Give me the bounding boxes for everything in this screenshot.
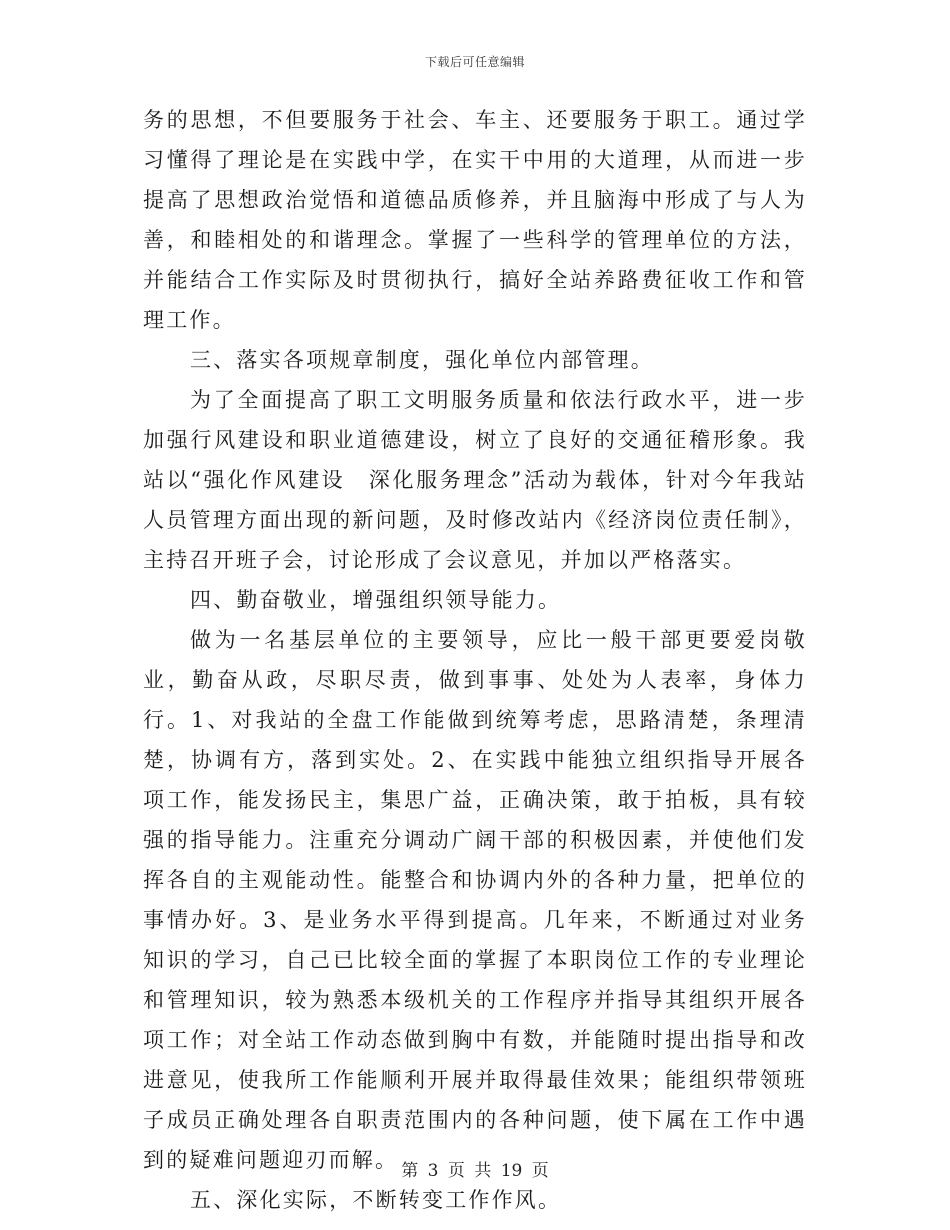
section-heading-3: 三、落实各项规章制度，强化单位内部管理。 [190, 348, 654, 372]
paragraph-continuation: 务的思想，不但要服务于社会、车主、还要服务于职工。通过学习懂得了理论是在实践中学，在实干中用的大道理，从而进一步提高了思想政治觉悟和道德品质修养，并且脑海中形成了与人为善，和睦相处的和谐理念。掌握了一些科学的管理单位的方法，并能结合工作实际及时贯彻执行，搞好全站养路费征收工作和管理工作。 [143, 108, 807, 332]
section-heading-5: 五、深化实际，不断转变工作作风。 [190, 1188, 562, 1212]
paragraph: 为了全面提高了职工文明服务质量和依法行政水平，进一步加强行风建设和职业道德建设，树立了良好的交通征稽形象。我站以“强化作风建设 深化服务理念”活动为载体，针对今年我站人员管理方面出现的新问题，及时修改站内《经济岗位责任制》，主持召开班子会，讨论形成了会议意见，并加以严格落实。 [143, 388, 807, 572]
section-heading-4: 四、勤奋敬业，增强组织领导能力。 [190, 588, 562, 612]
paragraph: 做为一名基层单位的主要领导，应比一般干部更要爱岗敬业，勤奋从政，尽职尽责，做到事事、处处为人表率，身体力行。1、对我站的全盘工作能做到统筹考虑，思路清楚，条理清楚，协调有方，落到实处。2、在实践中能独立组织指导开展各项工作，能发扬民主，集思广益，正确决策，敢于拍板，具有较强的指导能力。注重充分调动广阔干部的积极因素，并使他们发挥各自的主观能动性。能整合和协调内外的各种力量，把单位的事情办好。3、是业务水平得到提高。几年来，不断通过对业务知识的学习，自己已比较全面的掌握了本职岗位工作的专业理论和管理知识，较为熟悉本级机关的工作程序并指导其组织开展各项工作；对全站工作动态做到胸中有数，并能随时提出指导和改进意见，使我所工作能顺利开展并取得最佳效果；能组织带领班子成员正确处理各自职责范围内的各种问题，使下属在工作中遇到的疑难问题迎刃而解。 [143, 628, 807, 1172]
page-number-footer: 第 3 页 共 19 页 [401, 1161, 549, 1181]
document-body [143, 100, 807, 1220]
page-header: 下载后可任意编辑 [424, 55, 525, 69]
